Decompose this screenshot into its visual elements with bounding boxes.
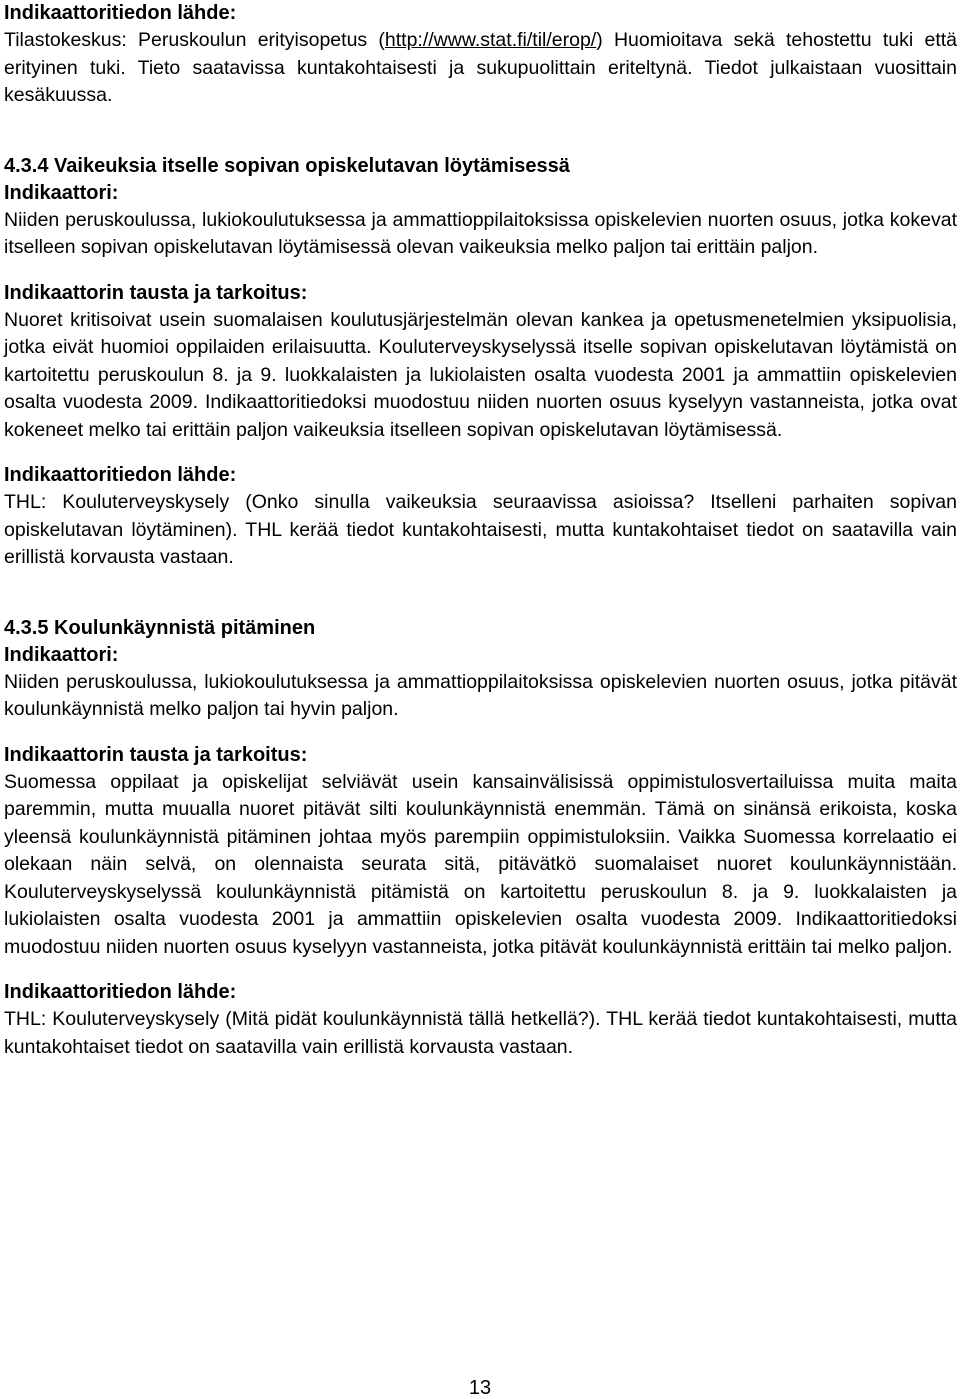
indicator-text: Niiden peruskoulussa, lukiokoulutuksessa ja ammattioppilaitoksissa opiskelevien nuorten osuus, jotka pitävät koulunkäynnistä melko paljon tai hyvin paljon. [4, 670, 957, 720]
source-text-after-link: ) Huomioitava sekä tehostettu tuki että erityinen tuki. Tieto saatavissa kuntakohtaisesti ja sukupuolittain eriteltynä. Tiedot julkaistaan vuosittain kesäkuussa. [4, 29, 957, 106]
background-heading: Indikaattorin tausta ja tarkoitus: [4, 281, 308, 304]
section-title-4-3-5: 4.3.5 Koulunkäynnistä pitäminen [4, 616, 316, 639]
source-text: THL: Kouluterveyskysely (Mitä pidät koulunkäynnistä tällä hetkellä?). THL kerää tiedot kuntakohtaisesti, mutta kuntakohtaiset tiedot on saatavilla vain erillistä korvausta vastaan. [4, 1008, 957, 1058]
spacer [4, 572, 957, 615]
source-paragraph [4, 27, 957, 110]
spacer [4, 262, 957, 280]
source-text-before-link: Tilastokeskus: Peruskoulun erityisopetus ( [4, 29, 385, 51]
background-heading: Indikaattorin tausta ja tarkoitus: [4, 743, 308, 766]
statistics-link[interactable]: http://www.stat.fi/til/erop/ [384, 29, 597, 51]
document-page [4, 0, 957, 1061]
indicator-heading: Indikaattori: [4, 181, 119, 204]
indicator-text: Niiden peruskoulussa, lukiokoulutuksessa ja ammattioppilaitoksissa opiskelevien nuorten osuus, jotka kokevat itselleen sopivan opiskelutavan löytämisessä olevan vaikeuksia melko paljon tai erittäin paljon. [4, 208, 957, 258]
spacer [4, 444, 957, 462]
background-text: Suomessa oppilaat ja opiskelijat selviävät usein kansainvälisissä oppimistulosvertailuissa muita maita paremmin, mutta muualla nuoret pitävät silti koulunkäynnistä enemmän. Tämä on sinänsä erikoista, koska yleensä koulunkäynnistä pitäminen johtaa myös parempiin oppimistuloksiin. Vaikka Suomessa korrelaatio ei olekaan näin selvä, on olennaista seurata sitä, pitävätkö suomalaiset nuoret koulunkäynnistään. Kouluterveyskyselyssä koulunkäynnistä pitämistä on kartoitettu peruskoulun 8. ja 9. luokkalaisten ja lukiolaisten osalta vuodesta 2001 ja ammattiin opiskelevien osalta vuodesta 2009. Indikaattoritiedoksi muodostuu niiden nuorten osuus kyselyyn vastanneista, jotka pitävät koulunkäynnistä erittäin tai melko paljon. [4, 770, 957, 958]
spacer [4, 110, 957, 153]
source-heading: Indikaattoritiedon lähde: [4, 464, 237, 486]
source-heading: Indikaattoritiedon lähde: [4, 981, 237, 1003]
page-number: 13 [468, 1377, 492, 1399]
source-text: THL: Kouluterveyskysely (Onko sinulla vaikeuksia seuraavissa asioissa? Itselleni parhaiten sopivan opiskelutavan löytäminen). THL kerää tiedot kuntakohtaisesti, mutta kuntakohtaiset tiedot on saatavilla vain erillistä korvausta vastaan. [4, 491, 957, 568]
spacer [4, 961, 957, 979]
source-heading: Indikaattoritiedon lähde: [4, 2, 237, 24]
section-title-4-3-4: 4.3.4 Vaikeuksia itselle sopivan opiskelutavan löytämisessä [4, 154, 570, 177]
background-text: Nuoret kritisoivat usein suomalaisen koulutusjärjestelmän olevan kankea ja opetusmenetelmien yksipuolisia, jotka eivät huomioi oppilaiden erilaisuutta. Kouluterveyskyselyssä itselle sopivan opiskelutavan löytämistä on kartoitettu peruskoulun 8. ja 9. luokkalaisten ja lukiolaisten osalta vuodesta 2001 ja ammattiin opiskelevien osalta vuodesta 2009. Indikaattoritiedoksi muodostuu niiden nuorten osuus kyselyyn vastanneista, jotka ovat kokeneet melko tai erittäin paljon vaikeuksia itselleen sopivan opiskelutavan löytämisessä. [4, 308, 957, 441]
indicator-heading: Indikaattori: [4, 643, 119, 666]
spacer [4, 724, 957, 742]
